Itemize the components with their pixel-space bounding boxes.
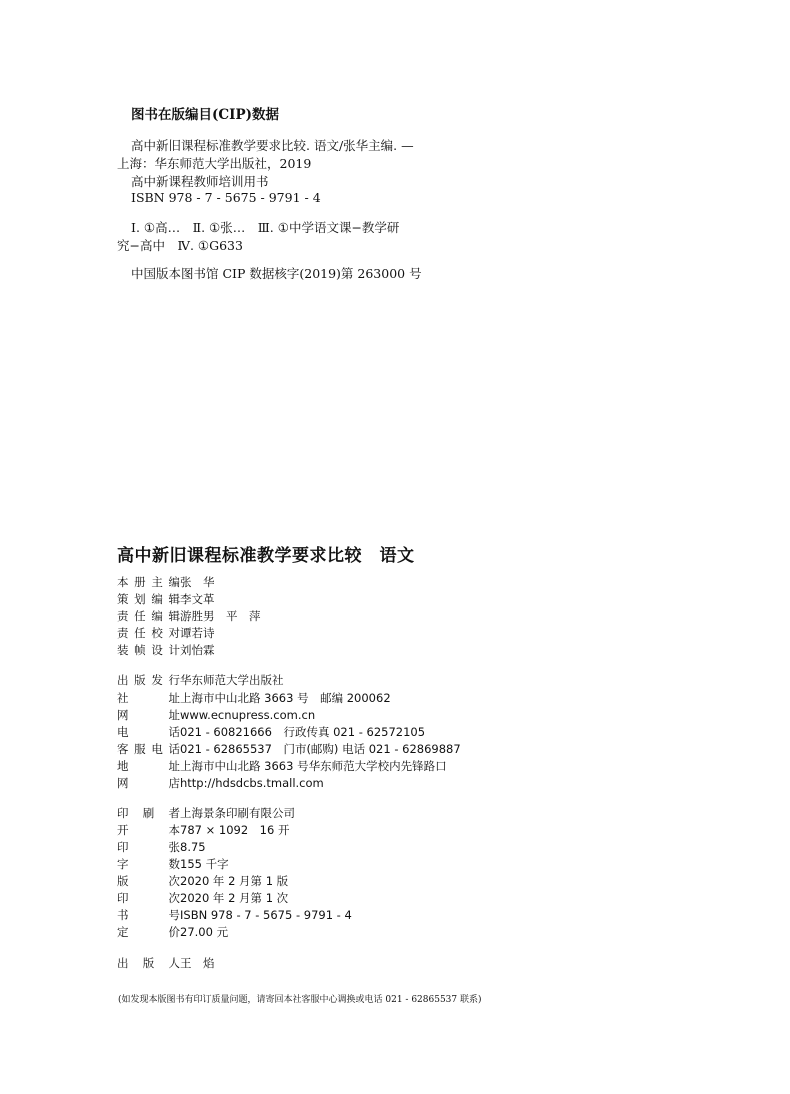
print-label: 字 数 — [117, 857, 180, 871]
print-row — [117, 822, 289, 839]
credit-label: 本册主编 — [117, 575, 180, 589]
print-value: 8.75 — [180, 840, 206, 854]
publisher-label: 电 话 — [117, 725, 180, 739]
print-value: 2020 年 2 月第 1 次 — [180, 891, 289, 905]
publisher-person-label: 出 版 人 — [117, 956, 180, 970]
publisher-value: 华东师范大学出版社 — [180, 673, 284, 687]
credit-label: 责任编辑 — [117, 609, 180, 623]
book-title: 高中新旧课程标准教学要求比较 语文 — [117, 546, 415, 566]
credit-row — [117, 574, 215, 591]
publisher-label: 客服电话 — [117, 742, 180, 756]
credit-row — [117, 608, 261, 625]
publisher-value: 021 - 60821666 行政传真 021 - 62572105 — [180, 725, 426, 739]
credit-value: 李文革 — [180, 592, 215, 606]
credit-label: 装帧设计 — [117, 643, 180, 657]
publisher-row — [117, 707, 315, 724]
print-row — [117, 907, 352, 924]
publisher-person-row — [117, 955, 215, 972]
publisher-person-value: 王 焰 — [180, 956, 215, 970]
print-row — [117, 873, 288, 890]
publisher-value: 021 - 62865537 门市(邮购) 电话 021 - 62869887 — [180, 742, 461, 756]
website-url: www.ecnupress.com.cn — [180, 708, 316, 722]
publisher-label: 地 址 — [117, 759, 180, 773]
cip-line-isbn: ISBN 978 - 7 - 5675 - 9791 - 4 — [131, 190, 321, 205]
publisher-value: 上海市中山北路 3663 号 邮编 200062 — [180, 691, 391, 705]
print-row — [117, 839, 206, 856]
credit-label: 策划编辑 — [117, 592, 180, 606]
online-store-url: http://hdsdcbs.tmall.com — [180, 776, 324, 790]
print-row — [117, 924, 228, 941]
print-label: 印 次 — [117, 891, 180, 905]
credit-row — [117, 642, 215, 659]
cip-line-publisher: 上海：华东师范大学出版社，2019 — [117, 156, 312, 171]
publisher-label: 出版发行 — [117, 673, 180, 687]
print-label: 印 刷 者 — [117, 806, 180, 820]
print-label: 开 本 — [117, 823, 180, 837]
credit-row — [117, 591, 215, 608]
publisher-row — [117, 690, 391, 707]
credit-value: 谭若诗 — [180, 626, 215, 640]
publisher-label: 网 址 — [117, 708, 180, 722]
print-row — [117, 890, 288, 907]
quality-notice: (如发现本版图书有印订质量问题，请寄回本社客服中心调换或电话 021 - 62865537 联系) — [118, 995, 482, 1005]
print-value: ISBN 978 - 7 - 5675 - 9791 - 4 — [180, 908, 352, 922]
cip-heading: 图书在版编目(CIP)数据 — [131, 107, 279, 123]
credit-label: 责任校对 — [117, 626, 180, 640]
publisher-row — [117, 672, 284, 689]
publisher-row — [117, 724, 425, 741]
publisher-row — [117, 741, 461, 758]
print-row — [117, 856, 229, 873]
print-value: 2020 年 2 月第 1 版 — [180, 874, 289, 888]
cip-line-series: 高中新课程教师培训用书 — [131, 174, 269, 189]
print-row — [117, 805, 295, 822]
print-label: 版 次 — [117, 874, 180, 888]
credit-value: 张 华 — [180, 575, 215, 589]
print-value: 上海景条印刷有限公司 — [180, 806, 295, 820]
print-label: 定 价 — [117, 925, 180, 939]
credit-value: 刘怡霖 — [180, 643, 215, 657]
print-value: 787 × 1092 16 开 — [180, 823, 290, 837]
price-value: 27.00 元 — [180, 925, 229, 939]
publisher-label: 社 址 — [117, 691, 180, 705]
cip-line-subjects-cont: 究−高中 Ⅳ. ①G633 — [117, 238, 243, 253]
credit-value: 游胜男 平 萍 — [180, 609, 261, 623]
publisher-value: 上海市中山北路 3663 号华东师范大学校内先锋路口 — [180, 759, 447, 773]
publisher-row — [117, 775, 324, 792]
cip-line-record-number: 中国版本图书馆 CIP 数据核字(2019)第 263000 号 — [131, 266, 422, 281]
publisher-row — [117, 758, 447, 775]
print-label: 书 号 — [117, 908, 180, 922]
cip-line-subjects: Ⅰ. ①高… Ⅱ. ①张… Ⅲ. ①中学语文课−教学研 — [131, 220, 400, 235]
cip-line-title: 高中新旧课程标准教学要求比较. 语文/张华主编. — — [131, 138, 414, 153]
print-value: 155 千字 — [180, 857, 229, 871]
print-label: 印 张 — [117, 840, 180, 854]
credit-row — [117, 625, 215, 642]
publisher-label: 网 店 — [117, 776, 180, 790]
